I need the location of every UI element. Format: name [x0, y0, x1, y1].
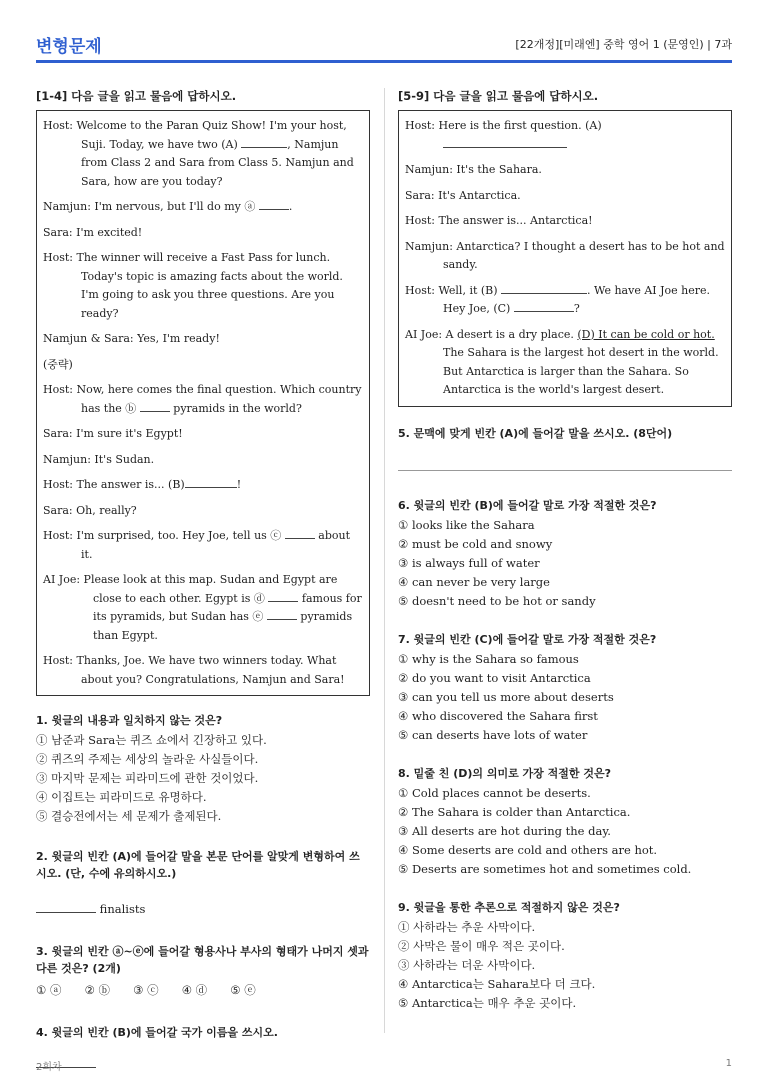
option[interactable]: ③ can you tell us more about deserts — [398, 689, 614, 704]
option[interactable]: ① why is the Sahara so famous — [398, 651, 579, 666]
option[interactable]: ① ⓐ — [36, 983, 62, 997]
option[interactable]: ② do you want to visit Antarctica — [398, 670, 591, 685]
question-6: 6. 윗글의 빈칸 (B)에 들어갈 말로 가장 적절한 것은? ① looks like the Sahara ② must be cold and snowy ③ is always full of water ④ can never be very large ⑤ doesn't need to be hot or sandy — [398, 497, 732, 611]
dialogue-line: Host: Welcome to the Paran Quiz Show! I'm your host, Suji. Today, we have two (A) , Namjun from Class 2 and Sara from Class 5. Namjun and Sara, how are you today? — [43, 119, 354, 188]
dialogue-line: Host: The answer is... (B) ! — [43, 478, 242, 491]
option[interactable]: ① 사하라는 추운 사막이다. — [398, 919, 536, 934]
option[interactable]: ⑤ ⓔ — [230, 983, 256, 997]
dialogue-line: Namjun: Antarctica? I thought a desert has to be hot and sandy. — [405, 239, 725, 271]
option[interactable]: ③ is always full of water — [398, 555, 540, 570]
course-info: [22개정][미래엔] 중학 영어 1 (문영인) | 7과 — [515, 38, 732, 51]
question-7: 7. 윗글의 빈칸 (C)에 들어갈 말로 가장 적절한 것은? ① why is the Sahara so famous ② do you want to visit Antarctica ③ can you tell us more about deserts ④ who discovered the Sahara first ⑤ can deserts have lots of water — [398, 631, 732, 745]
option[interactable]: ④ 이집트는 피라미드로 유명하다. — [36, 790, 207, 804]
dialogue-box-1 — [36, 110, 370, 696]
option[interactable]: ② 퀴즈의 주제는 세상의 놀라운 사실들이다. — [36, 752, 259, 766]
passage-heading-5-9: [5-9] 다음 글을 읽고 물음에 답하시오. — [398, 89, 599, 103]
question-9: 9. 윗글을 통한 추론으로 적절하지 않은 것은? ① 사하라는 추운 사막이다. ② 사막은 물이 매우 적은 곳이다. ③ 사하라는 더운 사막이다. ④ Antarctica는 Sahara보다 더 크다. ⑤ Antarctica는 매우 추운 곳이다. — [398, 899, 732, 1013]
question-3: 3. 윗글의 빈칸 ⓐ~ⓔ에 들어갈 형용사나 부사의 형태가 나머지 셋과 다른 것은? (2개) ① ⓐ ② ⓑ ③ ⓒ ④ ⓓ ⑤ ⓔ — [36, 945, 369, 997]
answer-row: finalists — [36, 900, 370, 919]
dialogue-line: Namjun: It's the Sahara. — [405, 163, 542, 176]
option[interactable]: ① Cold places cannot be deserts. — [398, 785, 591, 800]
dialogue-line: Host: The winner will receive a Fast Pass for lunch. Today's topic is amazing facts about the world. I'm going to ask you three questions. Are you ready? — [43, 251, 343, 320]
option[interactable]: ② must be cold and snowy — [398, 536, 553, 551]
dialogue-box-2 — [398, 110, 732, 407]
option[interactable]: ② ⓑ — [84, 983, 111, 997]
left-column — [36, 88, 370, 1068]
option[interactable]: ⑤ Deserts are sometimes hot and sometimes cold. — [398, 861, 692, 876]
option[interactable]: ③ 사하라는 더운 사막이다. — [398, 957, 536, 972]
question-8: 8. 밑줄 친 (D)의 의미로 가장 적절한 것은? ① Cold places cannot be deserts. ② The Sahara is colder than Antarctica. ③ All deserts are hot during the day. ④ Some deserts are cold and others are hot. ⑤ Deserts are sometimes hot and sometimes cold. — [398, 765, 732, 879]
question-4: 4. 윗글의 빈칸 (B)에 들어갈 국가 이름을 쓰시오. — [36, 1024, 370, 1068]
option[interactable]: ④ ⓓ — [181, 983, 208, 997]
option[interactable]: ⑤ can deserts have lots of water — [398, 727, 588, 742]
option[interactable]: ③ 마지막 문제는 피라미드에 관한 것이었다. — [36, 771, 259, 785]
answer-line[interactable] — [398, 444, 732, 471]
page-header — [36, 30, 732, 60]
page-title: 변형문제 — [36, 37, 102, 57]
dialogue-line: Sara: I'm excited! — [43, 225, 143, 239]
dialogue-line: Namjun & Sara: Yes, I'm ready! — [43, 332, 220, 345]
dialogue-line: Host: Here is the first question. (A) — [405, 117, 725, 154]
dialogue-line: Namjun: I'm nervous, but I'll do my ⓐ . — [43, 200, 293, 213]
dialogue-line: AI Joe: A desert is a dry place. (D) It can be cold or hot. The Sahara is the largest hot desert in the world. But Antarctica is larger than the Sahara. So Antarctica is the world's largest desert. — [405, 327, 719, 396]
option[interactable]: ⑤ Antarctica는 매우 추운 곳이다. — [398, 995, 577, 1010]
option[interactable]: ⑤ doesn't need to be hot or sandy — [398, 593, 596, 608]
dialogue-line: Host: I'm surprised, too. Hey Joe, tell us ⓒ about it. — [43, 529, 351, 561]
dialogue-line: Host: Well, it (B) . We have AI Joe here. Hey Joe, (C) ? — [405, 283, 711, 315]
passage-heading-1-4: [1-4] 다음 글을 읽고 물음에 답하시오. — [36, 89, 237, 103]
page-number: 1 — [725, 1058, 732, 1069]
dialogue-line: Sara: Oh, really? — [43, 503, 137, 517]
option[interactable]: ② The Sahara is colder than Antarctica. — [398, 804, 631, 819]
option[interactable]: ④ Antarctica는 Sahara보다 더 크다. — [398, 976, 596, 991]
option[interactable]: ② 사막은 물이 매우 적은 곳이다. — [398, 938, 565, 953]
option[interactable]: ① 남준과 Sara는 퀴즈 쇼에서 긴장하고 있다. — [36, 733, 267, 747]
column-divider — [384, 88, 385, 1033]
option[interactable]: ③ ⓒ — [133, 983, 159, 997]
header-rule — [36, 60, 732, 63]
dialogue-line: Sara: It's Antarctica. — [405, 188, 521, 202]
option[interactable]: ⑤ 결승전에서는 세 문제가 출제된다. — [36, 809, 222, 823]
option[interactable]: ③ All deserts are hot during the day. — [398, 823, 611, 838]
option[interactable]: ① looks like the Sahara — [398, 517, 535, 532]
dialogue-line: AI Joe: Please look at this map. Sudan and Egypt are close to each other. Egypt is ⓓ famous for its pyramids, but Sudan has ⓔ pyramids than Egypt. — [43, 573, 362, 642]
option-row — [36, 979, 370, 998]
dialogue-line: Host: Thanks, Joe. We have two winners today. What about you? Congratulations, Namjun and Sara! — [43, 654, 345, 686]
question-2: 2. 윗글의 빈칸 (A)에 들어갈 말을 본문 단어를 알맞게 변형하여 쓰시오. (단, 수에 유의하시오.) finalists — [36, 848, 370, 919]
underlined-sentence-d: (D) It can be cold or hot. — [577, 327, 715, 341]
dialogue-line: Sara: I'm sure it's Egypt! — [43, 427, 183, 440]
question-1: 1. 윗글의 내용과 일치하지 않는 것은? ① 남준과 Sara는 퀴즈 쇼에서 긴장하고 있다. ② 퀴즈의 주제는 세상의 놀라운 사실들이다. ③ 마지막 문제는 피라미드에 관한 것이었다. ④ 이집트는 피라미드로 유명하다. ⑤ 결승전에서는 세 문제가 출제된다. — [36, 712, 370, 826]
dialogue-line: (중략) — [43, 357, 73, 371]
dialogue-line: Host: The answer is... Antarctica! — [405, 214, 593, 227]
option[interactable]: ④ can never be very large — [398, 574, 550, 589]
footer-round: 2회차 — [36, 1062, 62, 1073]
dialogue-line: Namjun: It's Sudan. — [43, 452, 155, 466]
right-column — [398, 88, 732, 1013]
dialogue-line: Host: Now, here comes the final question. Which country has the ⓑ pyramids in the world? — [43, 383, 362, 415]
question-5: 5. 문맥에 맞게 빈칸 (A)에 들어갈 말을 쓰시오. (8단어) — [398, 425, 732, 471]
option[interactable]: ④ Some deserts are cold and others are hot. — [398, 842, 658, 857]
option[interactable]: ④ who discovered the Sahara first — [398, 708, 598, 723]
